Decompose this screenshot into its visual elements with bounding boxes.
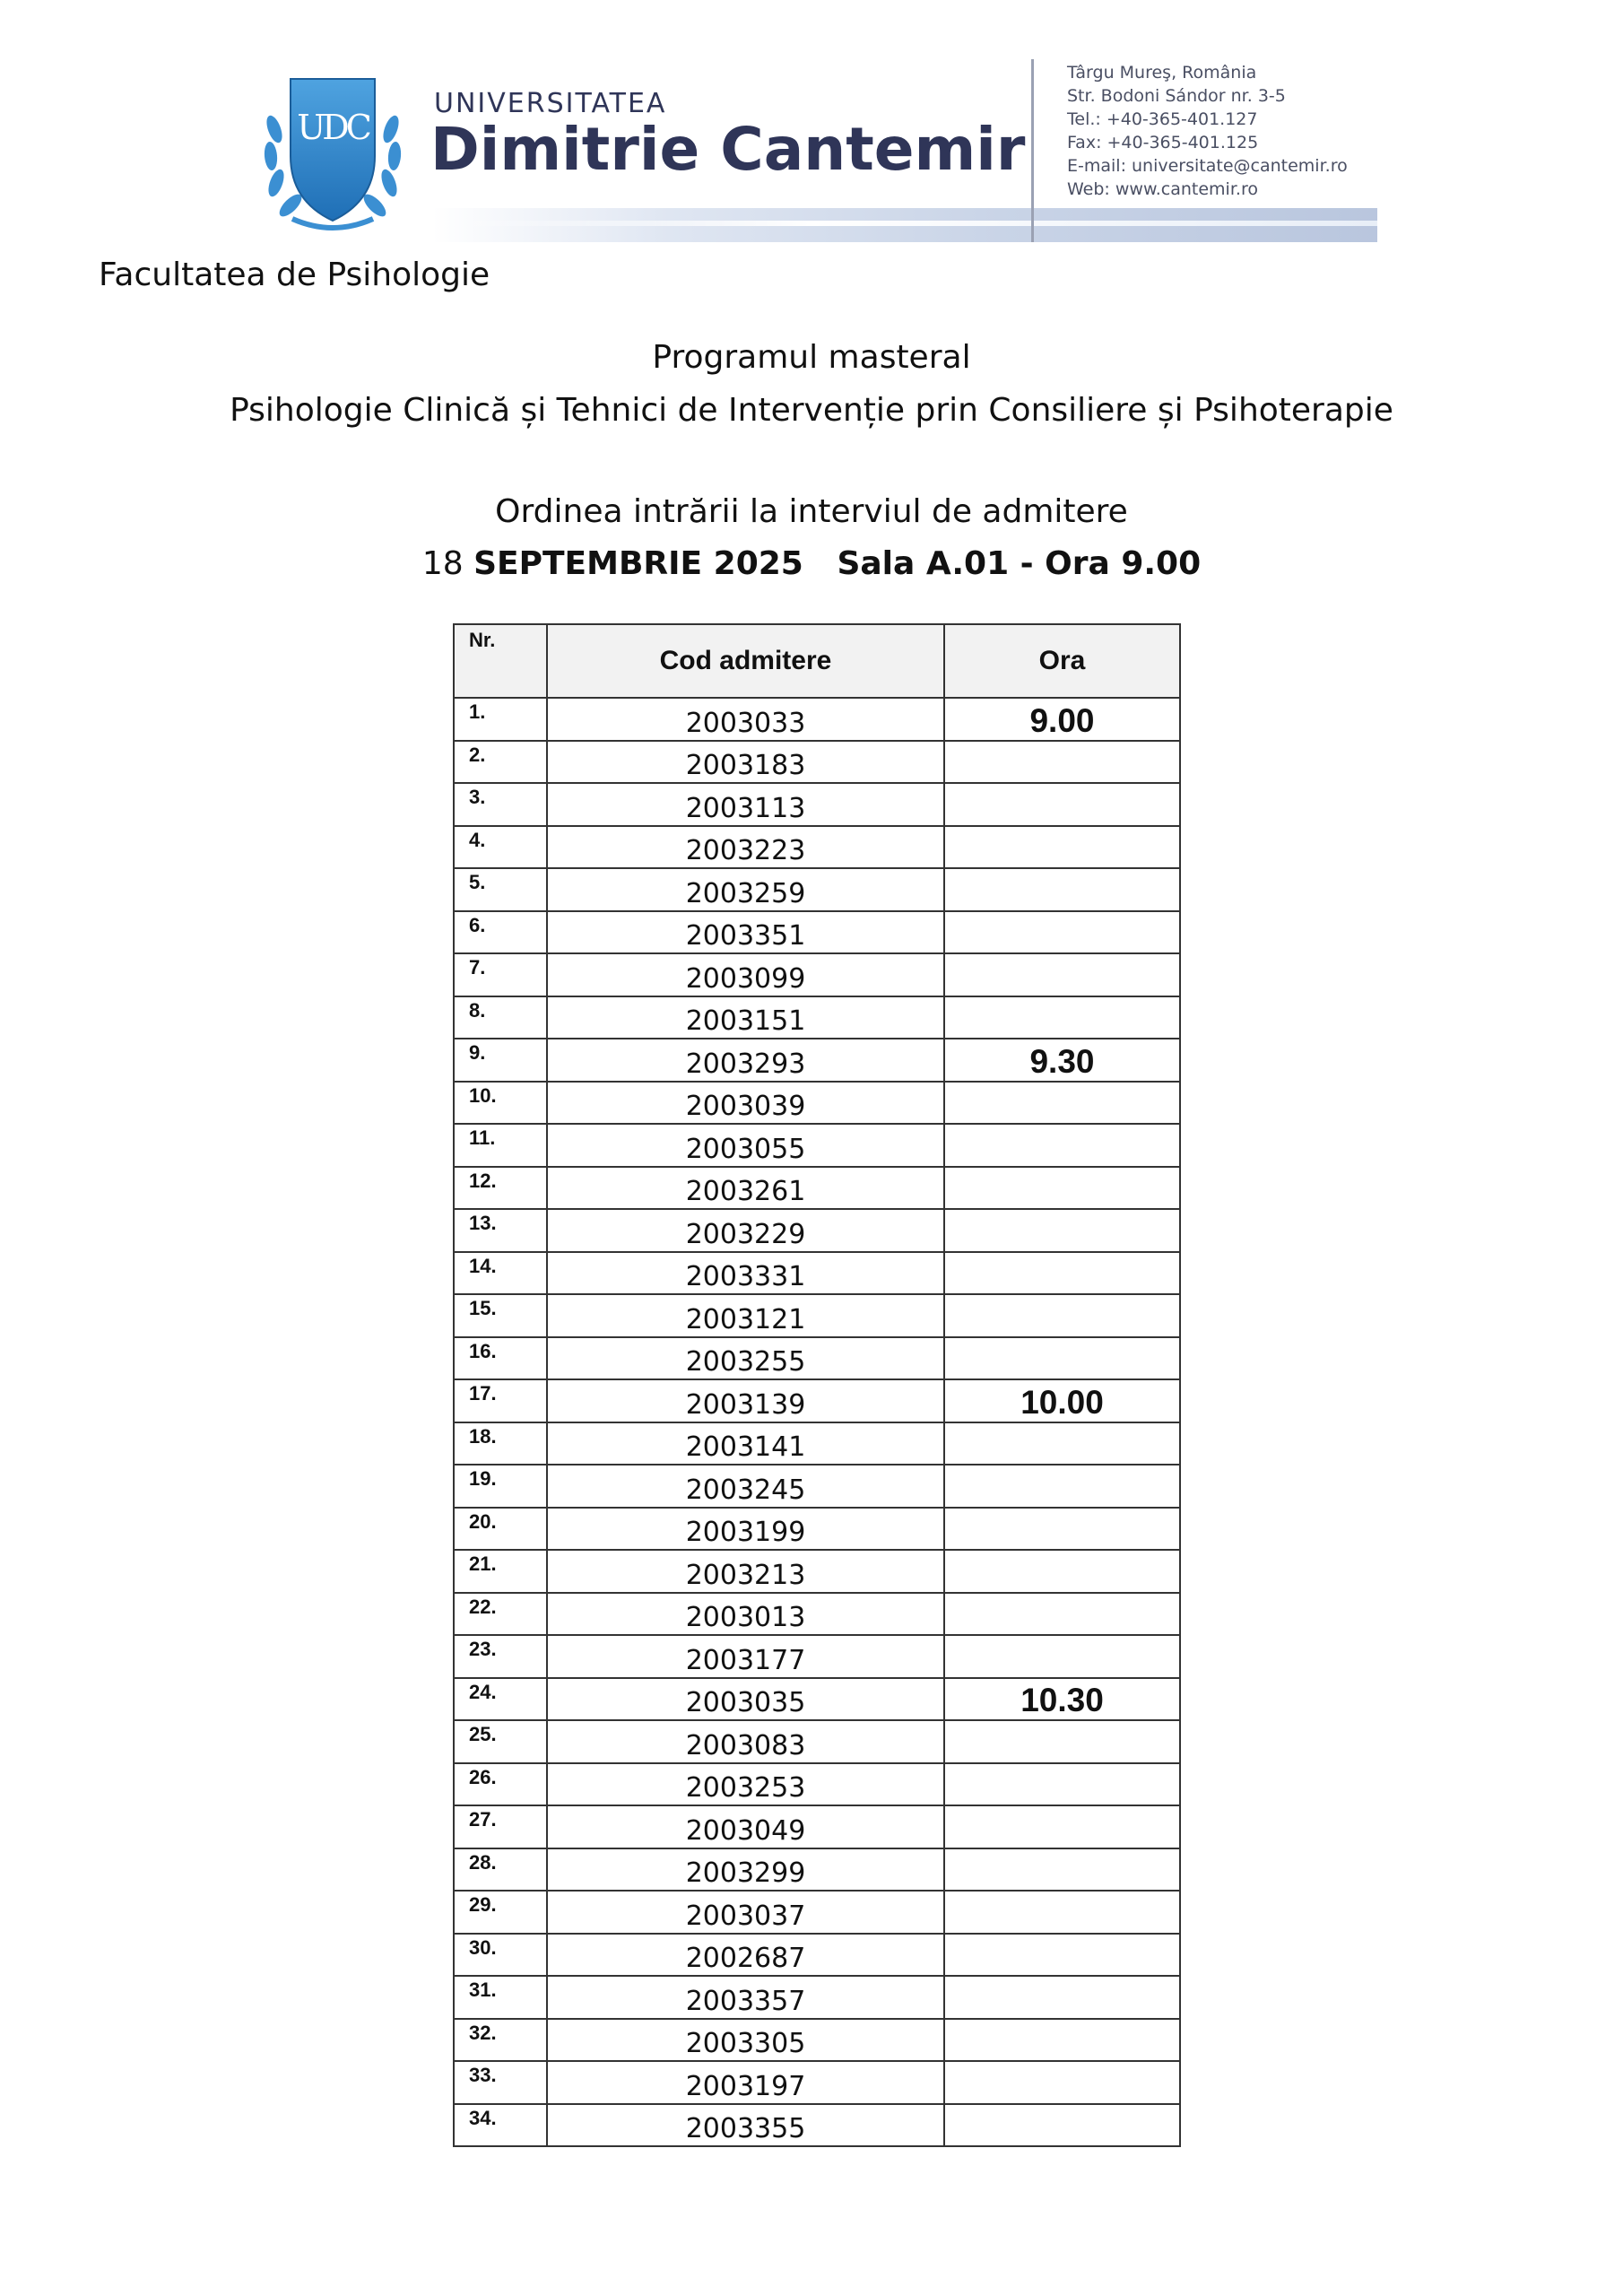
interview-time xyxy=(944,1082,1180,1125)
session-day: 18 xyxy=(421,545,464,582)
row-number: 28. xyxy=(454,1848,547,1892)
admission-code: 2003139 xyxy=(547,1379,944,1422)
interview-time xyxy=(944,1167,1180,1210)
interview-time xyxy=(944,1337,1180,1380)
interview-time xyxy=(944,1465,1180,1508)
admission-code: 2003177 xyxy=(547,1635,944,1678)
document-title: Ordinea intrării la interviul de admitere xyxy=(495,493,1128,530)
interview-time xyxy=(944,1891,1180,1934)
interview-time xyxy=(944,1294,1180,1337)
interview-time xyxy=(944,783,1180,826)
table-row xyxy=(454,1593,1180,1636)
admission-code: 2003099 xyxy=(547,953,944,996)
interview-time xyxy=(944,1508,1180,1551)
admission-code: 2003261 xyxy=(547,1167,944,1210)
interview-time: 9.00 xyxy=(944,698,1180,741)
interview-time xyxy=(944,1593,1180,1636)
table-row xyxy=(454,1763,1180,1806)
admission-code: 2003299 xyxy=(547,1848,944,1892)
program-label: Programul masteral xyxy=(652,339,971,376)
admission-code: 2003293 xyxy=(547,1039,944,1082)
interview-time xyxy=(944,2104,1180,2147)
row-number: 29. xyxy=(454,1891,547,1934)
table-row xyxy=(454,911,1180,954)
table-row xyxy=(454,1678,1180,1721)
interview-time xyxy=(944,1252,1180,1295)
interview-time xyxy=(944,1720,1180,1763)
row-number: 12. xyxy=(454,1167,547,1210)
admission-code: 2003013 xyxy=(547,1593,944,1636)
row-number: 34. xyxy=(454,2104,547,2147)
interview-time: 10.30 xyxy=(944,1678,1180,1721)
row-number: 21. xyxy=(454,1550,547,1593)
row-number: 14. xyxy=(454,1252,547,1295)
interview-time xyxy=(944,2019,1180,2062)
table-body xyxy=(454,698,1180,2146)
row-number: 7. xyxy=(454,953,547,996)
admission-code: 2003259 xyxy=(547,868,944,911)
interview-time xyxy=(944,911,1180,954)
table-row xyxy=(454,826,1180,869)
session-info xyxy=(0,545,1623,582)
admission-code: 2003357 xyxy=(547,1976,944,2019)
admission-order-table xyxy=(453,623,1181,2147)
header-nr: Nr. xyxy=(454,624,547,698)
row-number: 16. xyxy=(454,1337,547,1380)
row-number: 24. xyxy=(454,1678,547,1721)
admission-code: 2003141 xyxy=(547,1422,944,1465)
admission-code: 2003255 xyxy=(547,1337,944,1380)
admission-code: 2003331 xyxy=(547,1252,944,1295)
table-row xyxy=(454,1039,1180,1082)
interview-time xyxy=(944,1422,1180,1465)
row-number: 25. xyxy=(454,1720,547,1763)
header-cod: Cod admitere xyxy=(547,624,944,698)
header-divider xyxy=(1031,59,1034,242)
row-number: 8. xyxy=(454,996,547,1039)
table-row xyxy=(454,1848,1180,1892)
table-row xyxy=(454,1934,1180,1977)
table-row xyxy=(454,953,1180,996)
table-row xyxy=(454,698,1180,741)
admission-code: 2003035 xyxy=(547,1678,944,1721)
interview-time: 9.30 xyxy=(944,1039,1180,1082)
session-details: SEPTEMBRIE 2025 Sala A.01 - Ora 9.00 xyxy=(473,545,1202,582)
row-number: 17. xyxy=(454,1379,547,1422)
interview-time xyxy=(944,1976,1180,2019)
table-row xyxy=(454,1720,1180,1763)
admission-code: 2003037 xyxy=(547,1891,944,1934)
header-decorative-bar xyxy=(432,208,1377,242)
table-row xyxy=(454,1550,1180,1593)
table-row xyxy=(454,1976,1180,2019)
interview-time xyxy=(944,1805,1180,1848)
table-row xyxy=(454,1082,1180,1125)
interview-time xyxy=(944,1635,1180,1678)
interview-time xyxy=(944,826,1180,869)
admission-code: 2003351 xyxy=(547,911,944,954)
table-row xyxy=(454,1379,1180,1422)
interview-time xyxy=(944,996,1180,1039)
admission-code: 2002687 xyxy=(547,1934,944,1977)
interview-time xyxy=(944,1209,1180,1252)
contact-email: E-mail: universitate@cantemir.ro xyxy=(1067,156,1348,176)
header-ora: Ora xyxy=(944,624,1180,698)
interview-time xyxy=(944,1550,1180,1593)
row-number: 4. xyxy=(454,826,547,869)
contact-fax: Fax: +40-365-401.125 xyxy=(1067,133,1259,152)
admission-code: 2003113 xyxy=(547,783,944,826)
interview-time xyxy=(944,1763,1180,1806)
admission-code: 2003049 xyxy=(547,1805,944,1848)
table-header-row xyxy=(454,624,1180,698)
university-name: Dimitrie Cantemir xyxy=(430,115,1026,184)
row-number: 1. xyxy=(454,698,547,741)
row-number: 20. xyxy=(454,1508,547,1551)
row-number: 23. xyxy=(454,1635,547,1678)
admission-code: 2003121 xyxy=(547,1294,944,1337)
admission-code: 2003253 xyxy=(547,1763,944,1806)
admission-code: 2003223 xyxy=(547,826,944,869)
row-number: 18. xyxy=(454,1422,547,1465)
contact-city: Târgu Mureş, România xyxy=(1067,63,1257,83)
row-number: 19. xyxy=(454,1465,547,1508)
interview-time xyxy=(944,1934,1180,1977)
admission-code: 2003199 xyxy=(547,1508,944,1551)
admission-code: 2003039 xyxy=(547,1082,944,1125)
contact-web: Web: www.cantemir.ro xyxy=(1067,179,1258,199)
table-row xyxy=(454,1209,1180,1252)
contact-block xyxy=(1067,61,1348,201)
row-number: 32. xyxy=(454,2019,547,2062)
interview-time: 10.00 xyxy=(944,1379,1180,1422)
interview-time xyxy=(944,1848,1180,1892)
admission-code: 2003213 xyxy=(547,1550,944,1593)
table-row xyxy=(454,1337,1180,1380)
row-number: 9. xyxy=(454,1039,547,1082)
admission-code: 2003245 xyxy=(547,1465,944,1508)
table-row xyxy=(454,2019,1180,2062)
table-row xyxy=(454,1167,1180,1210)
table-row xyxy=(454,868,1180,911)
program-name: Psihologie Clinică și Tehnici de Intervenție prin Consiliere și Psihoterapie xyxy=(230,392,1393,429)
university-label: UNIVERSITATEA xyxy=(434,88,667,119)
interview-time xyxy=(944,2061,1180,2104)
row-number: 13. xyxy=(454,1209,547,1252)
admission-code: 2003305 xyxy=(547,2019,944,2062)
row-number: 10. xyxy=(454,1082,547,1125)
admission-code: 2003229 xyxy=(547,1209,944,1252)
table-row xyxy=(454,996,1180,1039)
interview-time xyxy=(944,868,1180,911)
admission-code: 2003083 xyxy=(547,1720,944,1763)
row-number: 11. xyxy=(454,1124,547,1167)
logo-monogram: UDC xyxy=(297,108,369,147)
row-number: 27. xyxy=(454,1805,547,1848)
contact-phone: Tel.: +40-365-401.127 xyxy=(1067,109,1258,129)
contact-street: Str. Bodoni Sándor nr. 3-5 xyxy=(1067,86,1286,106)
table-row xyxy=(454,2104,1180,2147)
table-row xyxy=(454,1635,1180,1678)
row-number: 26. xyxy=(454,1763,547,1806)
admission-code: 2003183 xyxy=(547,741,944,784)
table-row xyxy=(454,1805,1180,1848)
admission-code: 2003151 xyxy=(547,996,944,1039)
row-number: 5. xyxy=(454,868,547,911)
table-row xyxy=(454,741,1180,784)
row-number: 22. xyxy=(454,1593,547,1636)
table-row xyxy=(454,1422,1180,1465)
table-row xyxy=(454,1252,1180,1295)
table-row xyxy=(454,1508,1180,1551)
row-number: 3. xyxy=(454,783,547,826)
row-number: 31. xyxy=(454,1976,547,2019)
row-number: 30. xyxy=(454,1934,547,1977)
university-emblem-icon xyxy=(256,66,409,237)
admission-code: 2003055 xyxy=(547,1124,944,1167)
table-row xyxy=(454,1294,1180,1337)
table-row xyxy=(454,783,1180,826)
interview-time xyxy=(944,953,1180,996)
admission-code: 2003033 xyxy=(547,698,944,741)
faculty-name: Facultatea de Psihologie xyxy=(99,257,490,293)
table-row xyxy=(454,1124,1180,1167)
admission-code: 2003355 xyxy=(547,2104,944,2147)
row-number: 33. xyxy=(454,2061,547,2104)
table-row xyxy=(454,2061,1180,2104)
interview-time xyxy=(944,741,1180,784)
interview-time xyxy=(944,1124,1180,1167)
row-number: 2. xyxy=(454,741,547,784)
row-number: 15. xyxy=(454,1294,547,1337)
row-number: 6. xyxy=(454,911,547,954)
admission-code: 2003197 xyxy=(547,2061,944,2104)
table-row xyxy=(454,1891,1180,1934)
table-row xyxy=(454,1465,1180,1508)
